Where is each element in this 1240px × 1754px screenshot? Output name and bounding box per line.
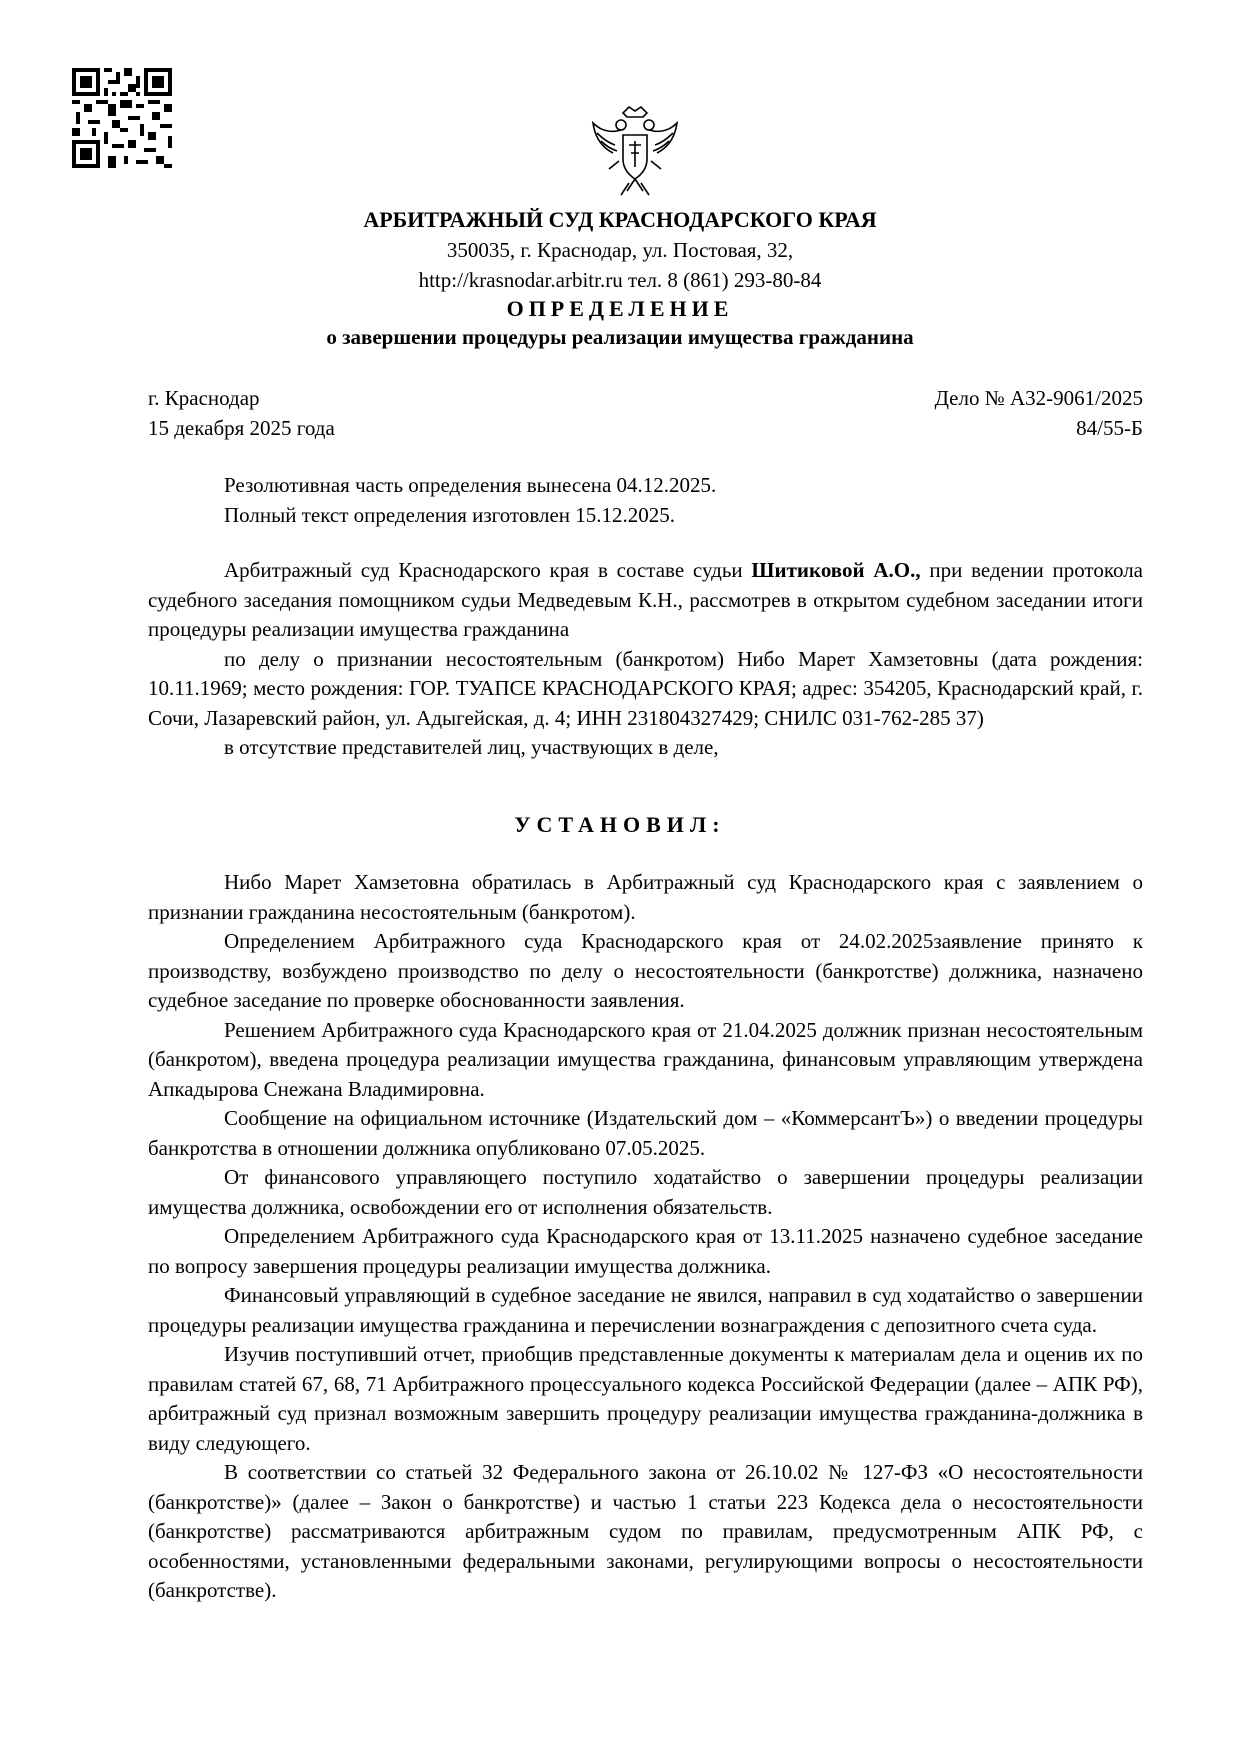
case-sub-number: 84/55-Б <box>1076 416 1143 440</box>
qr-code <box>72 68 172 168</box>
body-paragraph: От финансового управляющего поступило ходатайство о завершении процедуры реализации имущества должника, освобождении его от исполнения обязательств. <box>148 1165 1143 1219</box>
body-paragraph: Определением Арбитражного суда Краснодарского края от 24.02.2025заявление принято к производству, возбуждено производство по делу о несостоятельности (банкротстве) должника, назначено судебное заседание по проверке обоснованности заявления. <box>148 929 1143 1012</box>
case-info <box>935 383 1143 443</box>
judge-name: Шитиковой А.О., <box>751 558 921 582</box>
resolution-line: Резолютивная часть определения вынесена 04.12.2025. <box>224 473 717 497</box>
case-number: Дело № А32-9061/2025 <box>934 386 1143 410</box>
court-contacts: http://krasnodar.arbitr.ru тел. 8 (861) 293-80-84 <box>418 268 822 292</box>
intro-paragraph: по делу о признании несостоятельным (банкротом) Нибо Марет Хамзетовны (дата рождения: 10.11.1969; место рождения: ГОР. ТУАПСЕ КРАСНОДАРСКОГО КРАЯ; адрес: 354205, Краснодарский край, г. Сочи, Лазаревский район, ул. Адыгейская, д. 4; ИНН 231804327429; СНИЛС 031-762-285 37) <box>148 646 1143 730</box>
full-text-line: Полный текст определения изготовлен 15.12.2025. <box>224 503 676 527</box>
body-paragraph: Решением Арбитражного суда Краснодарского края от 21.04.2025 должник признан несостоятельным (банкротом), введена процедура реализации имущества гражданина, финансовым управляющим утверждена Апкадырова Снежана Владимировна. <box>148 1017 1143 1101</box>
established-heading: УСТАНОВИЛ: <box>514 812 726 837</box>
body-paragraph: Сообщение на официальном источнике (Издательский дом – «КоммерсантЪ») о введении процедуры банкротства в отношении должника опубликовано 07.05.2025. <box>148 1106 1143 1160</box>
coat-of-arms-emblem <box>585 103 685 199</box>
body-paragraph: Нибо Марет Хамзетовна обратилась в Арбитражный суд Краснодарского края с заявлением о признании гражданина несостоятельным (банкротом). <box>148 870 1143 924</box>
body-paragraph: Изучив поступивший отчет, приобщив представленные документы к материалам дела и оценив их по правилам статей 67, 68, 71 Арбитражного процессуального кодекса Российской Федерации (далее – АПК РФ), арбитражный суд признал возможным завершить процедуру реализации имущества гражданина-должника в виду следующего. <box>148 1342 1143 1455</box>
document-subtitle: о завершении процедуры реализации имущества гражданина <box>326 325 914 349</box>
intro-paragraph: в отсутствие представителей лиц, участвующих в деле, <box>224 735 719 759</box>
intro-paragraph: Арбитражный суд Краснодарского края в составе судьи Шитиковой А.О., при ведении протокола судебного заседания помощником судьи Медведевым К.Н., рассмотрев в открытом судебном заседании итоги процедуры реализации имущества гражданина <box>148 558 1143 641</box>
court-name: АРБИТРАЖНЫЙ СУД КРАСНОДАРСКОГО КРАЯ <box>363 207 877 232</box>
main-text <box>148 868 1143 1606</box>
body-paragraph: Финансовый управляющий в судебное заседание не явился, направил в суд ходатайство о завершении процедуры реализации имущества гражданина и перечислении вознаграждения с депозитного счета суда. <box>148 1283 1143 1337</box>
document-type: ОПРЕДЕЛЕНИЕ <box>506 296 734 321</box>
city: г. Краснодар <box>148 386 260 410</box>
body-paragraph: В соответствии со статьей 32 Федерального закона от 26.10.02 № 127-ФЗ «О несостоятельности (банкротстве)» (далее – Закон о банкротстве) и частью 1 статьи 223 Кодекса дела о несостоятельности (банкротстве) рассматриваются арбитражным судом по правилам, предусмотренным АПК РФ, с особенностями, установленными федеральными законами, регулирующими вопросы о несостоятельности (банкротстве). <box>148 1460 1143 1602</box>
resolution-dates <box>224 470 716 530</box>
document-place-date <box>148 383 335 443</box>
document-date: 15 декабря 2025 года <box>148 416 335 440</box>
introductory-part <box>148 556 1143 763</box>
body-paragraph: Определением Арбитражного суда Краснодарского края от 13.11.2025 назначено судебное заседание по вопросу завершения процедуры реализации имущества должника. <box>148 1224 1143 1278</box>
court-address: 350035, г. Краснодар, ул. Постовая, 32, <box>446 238 794 262</box>
